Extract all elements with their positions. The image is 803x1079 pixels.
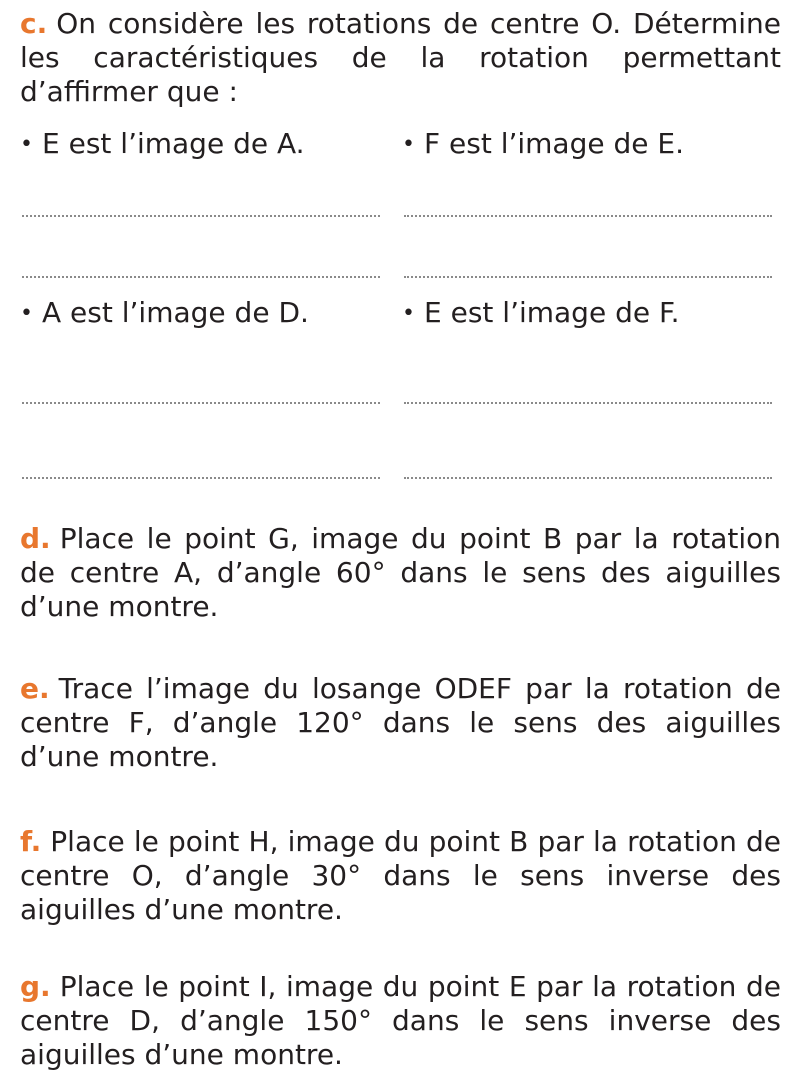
answer-item-3 — [20, 296, 309, 331]
answer-line[interactable] — [22, 402, 380, 404]
question-text: Place le point I, image du point E par la rotation de centre D, d’angle 150° dans le sens inverse des aiguilles d’une montre. — [20, 970, 781, 1071]
bullet-icon: • — [402, 301, 415, 326]
answer-line[interactable] — [22, 215, 380, 217]
question-letter: c. — [20, 7, 48, 40]
answer-item-text: E est l’image de F. — [424, 296, 680, 329]
answer-item-4 — [402, 296, 680, 331]
question-letter: d. — [20, 522, 51, 555]
answer-line[interactable] — [404, 477, 772, 479]
question-e — [20, 672, 781, 774]
answer-item-1 — [20, 127, 305, 162]
question-text: Place le point H, image du point B par la rotation de centre O, d’angle 30° dans le sens inverse des aiguilles d’une montre. — [20, 825, 781, 926]
question-text: On considère les rotations de centre O. Détermine les caractéristiques de la rotation permettant d’affirmer que : — [20, 7, 781, 108]
answer-item-2 — [402, 127, 684, 162]
question-d — [20, 522, 781, 624]
answer-line[interactable] — [22, 477, 380, 479]
answer-item-text: E est l’image de A. — [42, 127, 305, 160]
question-f — [20, 825, 781, 927]
answer-line[interactable] — [404, 215, 772, 217]
question-g — [20, 970, 781, 1072]
answer-line[interactable] — [22, 276, 380, 278]
question-letter: e. — [20, 672, 50, 705]
answer-item-text: F est l’image de E. — [424, 127, 684, 160]
question-text: Place le point G, image du point B par la rotation de centre A, d’angle 60° dans le sens des aiguilles d’une montre. — [20, 522, 781, 623]
question-letter: f. — [20, 825, 42, 858]
answer-line[interactable] — [404, 402, 772, 404]
question-c — [20, 7, 781, 109]
question-text: Trace l’image du losange ODEF par la rotation de centre F, d’angle 120° dans le sens des aiguilles d’une montre. — [20, 672, 781, 773]
answer-item-text: A est l’image de D. — [42, 296, 309, 329]
answer-line[interactable] — [404, 276, 772, 278]
bullet-icon: • — [20, 301, 33, 326]
bullet-icon: • — [402, 132, 415, 157]
question-letter: g. — [20, 970, 51, 1003]
bullet-icon: • — [20, 132, 33, 157]
